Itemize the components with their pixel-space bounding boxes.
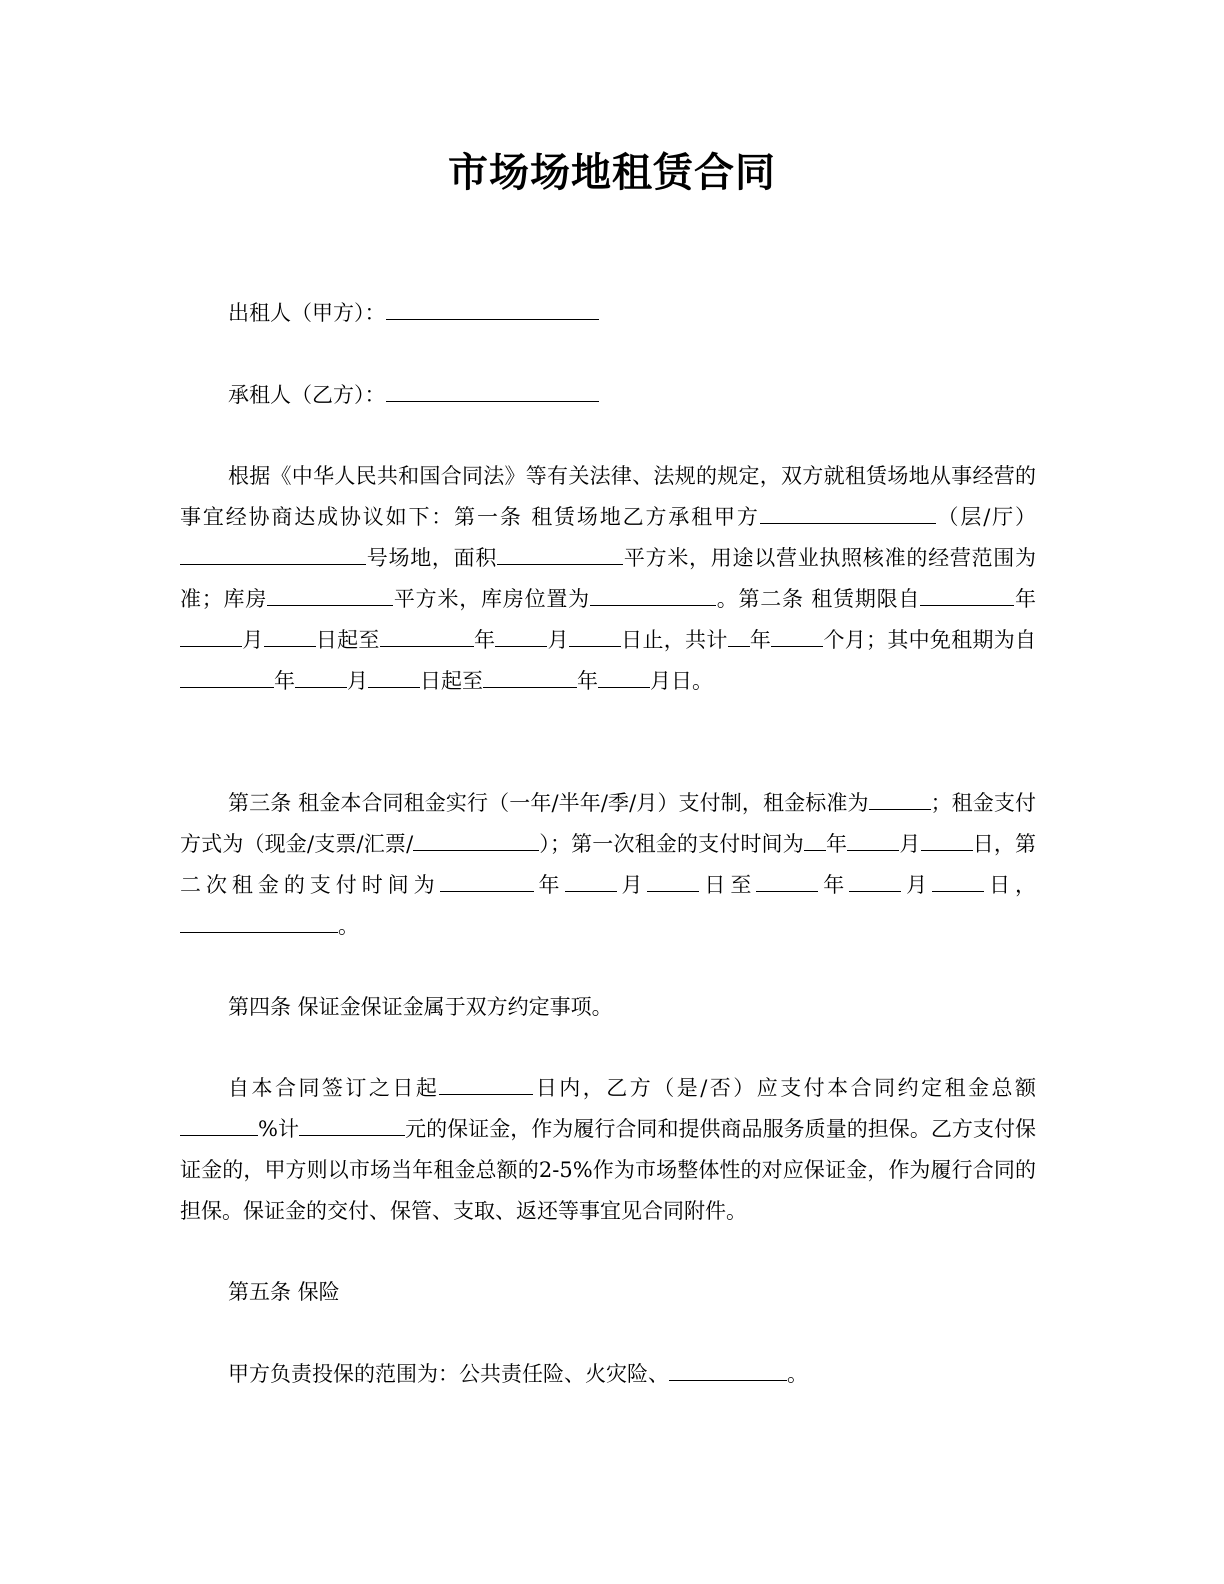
- blank: [849, 873, 901, 892]
- article-3-paragraph: 第三条 租金本合同租金实行（一年/半年/季/月）支付制，租金标准为 ；租金支付方式为（现金/支票/汇票/ ）；第一次租金的支付时间为 年 月 日，第二次租金的支付时间为 年 月 日至 年 月 日，。: [180, 791, 1037, 938]
- article-4-heading: 第四条 保证金保证金属于双方约定事项。: [228, 995, 613, 1019]
- article-5-heading: 第五条 保险: [228, 1280, 340, 1304]
- article-5-body: 甲方负责投保的范围为：公共责任险、火灾险、 。: [228, 1362, 808, 1386]
- party-b-label: 承租人（乙方）：: [228, 383, 386, 407]
- blank: [760, 505, 936, 524]
- blank: [804, 832, 826, 851]
- blank: [728, 628, 750, 647]
- article-4-body: 自本合同签订之日起 日内，乙方（是/否）应支付本合同约定租金总额%计 元的保证金，作为履行合同和提供商品服务质量的担保。乙方支付保证金的，甲方则以市场当年租金总额的2-5%作为市场整体性的对应保证金，作为履行合同的担保。保证金的交付、保管、支取、返还等事宜见合同附件。: [180, 1076, 1037, 1223]
- blank: [440, 873, 534, 892]
- blank: [598, 669, 650, 688]
- blank: [180, 669, 274, 688]
- blank: [771, 628, 823, 647]
- blank: [180, 914, 338, 933]
- blank: [497, 546, 623, 565]
- blank: [299, 1117, 405, 1136]
- blank: [380, 628, 474, 647]
- blank: [569, 628, 621, 647]
- blank: [495, 628, 547, 647]
- blank: [413, 832, 539, 851]
- blank: [264, 628, 316, 647]
- blank: [295, 669, 347, 688]
- blank: [847, 832, 899, 851]
- party-b-blank: [386, 383, 599, 402]
- blank: [669, 1362, 787, 1381]
- blank: [368, 669, 420, 688]
- blank: [647, 873, 699, 892]
- blank: [180, 628, 242, 647]
- blank: [921, 832, 973, 851]
- blank: [180, 546, 366, 565]
- party-b-line: [228, 375, 599, 416]
- preamble-paragraph: 根据《中华人民共和国合同法》等有关法律、法规的规定，双方就租赁场地从事经营的事宜经协商达成协议如下：第一条 租赁场地乙方承租甲方 （层/厅）号场地，面积 平方米，用途以营业执照核准的经营范围为准；库房 平方米，库房位置为 。第二条 租赁期限自 年月 日起至 年 月 日止，共计 年 个月；其中免租期为自年 月 日起至 年 月日。: [180, 464, 1037, 693]
- blank: [869, 791, 931, 810]
- blank: [439, 1076, 533, 1095]
- party-a-blank: [386, 301, 599, 320]
- document-title: 市场场地租赁合同: [448, 150, 776, 196]
- blank: [920, 587, 1014, 606]
- party-a-line: [228, 293, 599, 334]
- blank: [590, 587, 716, 606]
- blank: [267, 587, 393, 606]
- blank: [483, 669, 577, 688]
- blank: [932, 873, 984, 892]
- party-a-label: 出租人（甲方）：: [228, 301, 386, 325]
- blank: [180, 1117, 258, 1136]
- blank: [565, 873, 617, 892]
- blank: [756, 873, 818, 892]
